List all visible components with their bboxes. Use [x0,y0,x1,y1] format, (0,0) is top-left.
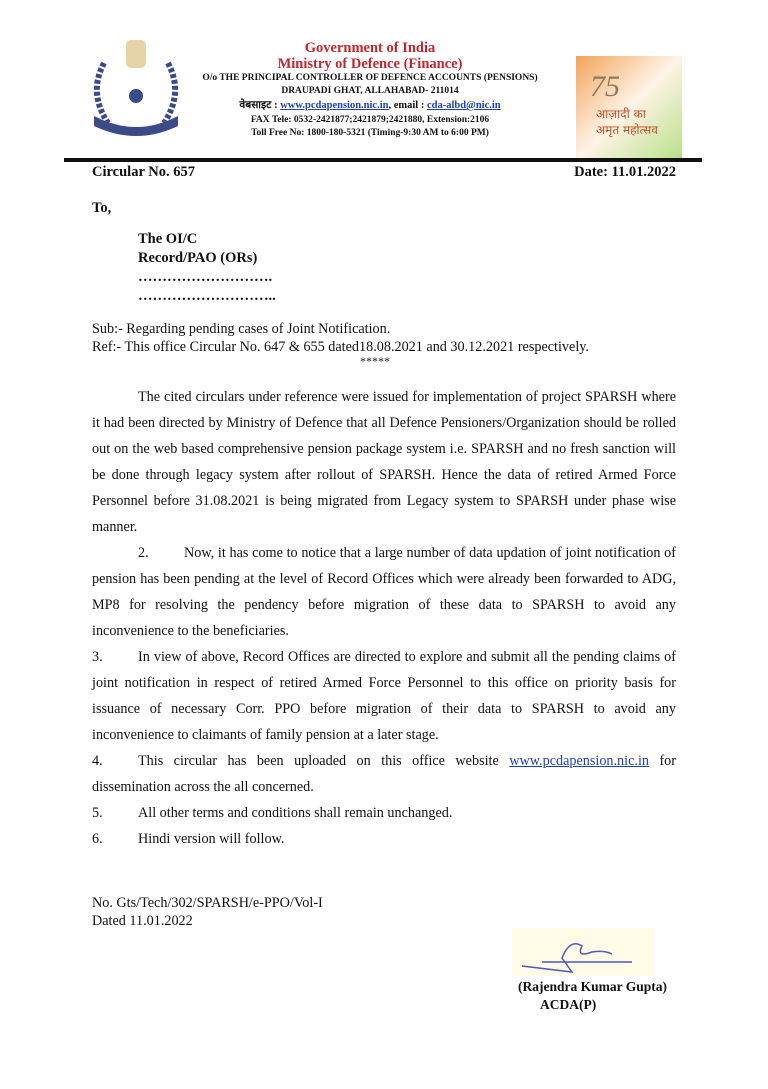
signatory-designation: ACDA(P) [540,997,597,1012]
para-number: 2. [138,545,149,561]
paragraph-1: The cited circulars under reference were issued for implementation of project SPARSH where it had been directed by Ministry of Defence that all Defence Pensioners/Organization should be rolled out on the web based comprehensive pension package system i.e. SPARSH and no fresh sanction will be done through legacy system after rollout of SPARSH. Hence the data of retired Armed Force Personnel before 31.08.2021 is being migrated from Legacy system to SPARSH under phase wise manner. [92,389,676,535]
office-name: O/o THE PRINCIPAL CONTROLLER OF DEFENCE ACCOUNTS (PENSIONS) [202,73,538,83]
addressee-block [138,230,276,306]
logo-number: 75 [590,70,620,103]
circular-body [92,384,676,852]
ministry-title: Ministry of Defence (Finance) [277,56,463,72]
para-text: Hindi version will follow. [138,831,285,847]
para-text: All other terms and conditions shall remain unchanged. [138,805,453,821]
paragraph-5 [92,800,676,826]
circular-number: Circular No. 657 [92,164,195,180]
file-number: No. Gts/Tech/302/SPARSH/e-PPO/Vol-I [92,895,323,911]
contact-line [180,99,560,113]
website-link[interactable]: www.pcdapension.nic.in [280,100,389,111]
signature [512,928,654,976]
email-label: , email : [388,100,427,111]
header-rule [64,158,702,162]
addressee-line: Record/PAO (ORs) [138,250,258,266]
para-number: 4. [92,753,103,769]
subject-ref [92,320,589,356]
email-link[interactable]: cda-albd@nic.in [426,100,501,111]
office-address: DRAUPADI GHAT, ALLAHABAD- 211014 [281,86,459,96]
website-link[interactable]: www.pcdapension.nic.in [509,753,649,769]
file-reference [92,894,323,930]
signatory-block [518,978,667,1014]
department-emblem-logo [86,38,186,138]
addressee-line: ……………………….. [138,288,276,304]
paragraph-2 [92,540,676,644]
para-text: This circular has been uploaded on this office website [138,753,510,769]
para-number: 5. [92,805,103,821]
reference-line: Ref:- This office Circular No. 647 & 655 dated18.08.2021 and 30.12.2021 respectively. [92,339,589,355]
to-label: To, [92,200,112,216]
fax-line: FAX Tele: 0532-2421877;2421879;2421880, Extension:2106 [250,115,490,125]
para-text: In view of above, Record Offices are directed to explore and submit all the pending claims of joint notification in respect of retired Armed Force Personnel to this office on priority basis for issuance of necessary Corr. PPO before migration of their data to SPARSH to avoid any inconvenience to claimants of family pension at a later stage. [92,649,676,743]
website-label: वेबसाइट : [239,100,281,111]
paragraph-6 [92,826,676,852]
azadi-logo [576,56,682,158]
file-date: Dated 11.01.2022 [92,913,193,929]
para-text: for dissemination across the all concerned. [92,753,676,795]
para-number: 6. [92,831,103,847]
circular-date: Date: 11.01.2022 [574,164,676,180]
para-text: Now, it has come to notice that a large number of data updation of joint notification of pension has been pending at the level of Record Offices which were already been forwarded to ADG, MP8 for resolving the pendency before migration of these data to SPARSH to avoid any inconvenience to the beneficiaries. [92,545,676,639]
separator-stars: ***** [360,354,390,368]
paragraph-4 [92,748,676,800]
addressee-line: The OI/C [138,231,198,247]
subject-line: Sub:- Regarding pending cases of Joint Notification. [92,321,391,337]
para-number: 3. [92,649,103,665]
tollfree-line: Toll Free No: 1800-180-5321 (Timing-9:30 AM to 6:00 PM) [251,128,489,138]
signatory-name: (Rajendra Kumar Gupta) [518,979,668,994]
gov-title: Government of India [304,40,436,56]
logo-text: आज़ादी का अमृत महोत्सव [596,107,658,137]
paragraph-3 [92,644,676,748]
addressee-line: ………………………. [138,269,273,285]
